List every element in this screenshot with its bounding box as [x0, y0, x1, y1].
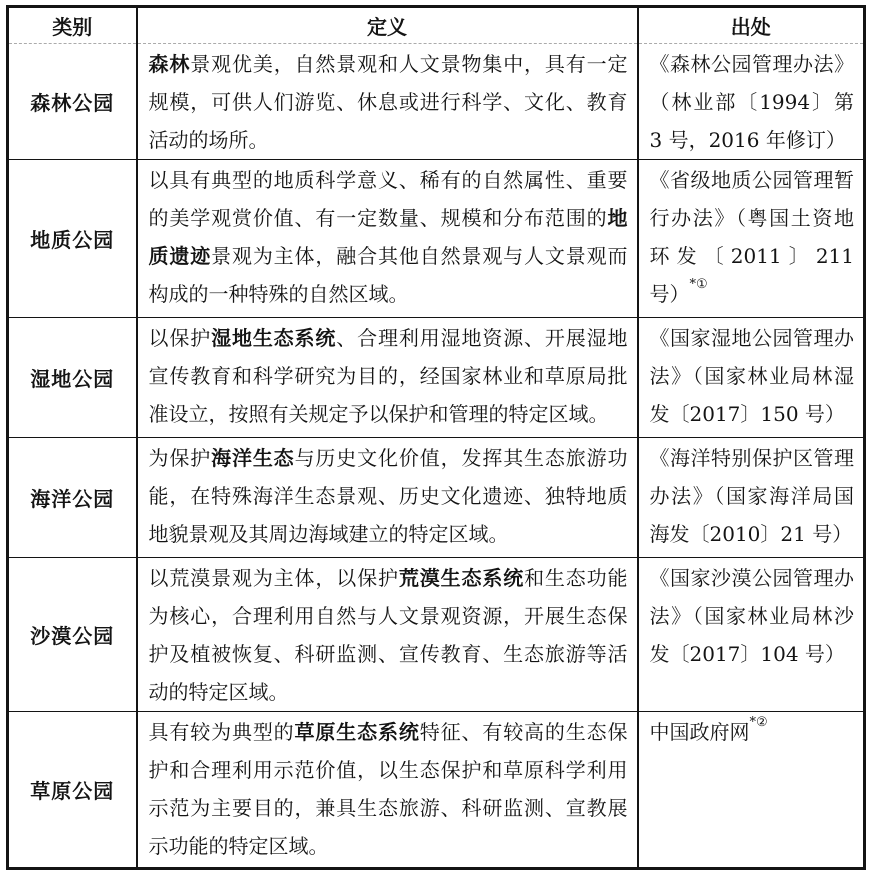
source-cell: 《森林公园管理办法》（林业部〔1994〕第 3 号，2016 年修订）	[638, 44, 865, 160]
table-header-row	[8, 7, 865, 44]
definition-cell: 森林景观优美，自然景观和人文景物集中，具有一定规模，可供人们游览、休息或进行科学、文化、教育活动的场所。	[137, 44, 638, 160]
category-cell: 海洋公园	[8, 438, 137, 558]
definition-cell: 具有较为典型的草原生态系统特征、有较高的生态保护和合理利用示范价值，以生态保护和草原科学利用示范为主要目的，兼具生态旅游、科研监测、宣教展示功能的特定区域。	[137, 712, 638, 869]
table-row	[8, 44, 865, 160]
table-body	[8, 44, 865, 869]
source-cell: 《国家沙漠公园管理办法》（国家林业局林沙发〔2017〕104 号）	[638, 558, 865, 712]
header-category: 类别	[8, 7, 137, 44]
definition-bold-term: 荒漠生态系统	[398, 566, 525, 590]
source-cell: 《国家湿地公园管理办法》（国家林业局林湿发〔2017〕150 号）	[638, 318, 865, 438]
category-cell: 湿地公园	[8, 318, 137, 438]
table-row	[8, 558, 865, 712]
category-cell: 草原公园	[8, 712, 137, 869]
definition-cell: 以荒漠景观为主体，以保护荒漠生态系统和生态功能为核心，合理利用自然与人文景观资源，开展生态保护及植被恢复、科研监测、宣传教育、生态旅游等活动的特定区域。	[137, 558, 638, 712]
header-source: 出处	[638, 7, 865, 44]
footnote-marker: *②	[749, 715, 768, 730]
table-row	[8, 712, 865, 869]
category-cell: 地质公园	[8, 160, 137, 318]
source-cell: 《省级地质公园管理暂行办法》（粤国土资地环发〔2011〕211 号）*①	[638, 160, 865, 318]
category-cell: 沙漠公园	[8, 558, 137, 712]
definition-bold-term: 草原生态系统	[294, 720, 420, 744]
header-definition: 定义	[137, 7, 638, 44]
source-cell: 中国政府网*②	[638, 712, 865, 869]
park-types-table	[6, 5, 866, 870]
definition-cell: 以保护湿地生态系统、合理利用湿地资源、开展湿地宣传教育和科学研究为目的，经国家林业和草原局批准设立，按照有关规定予以保护和管理的特定区域。	[137, 318, 638, 438]
definition-bold-term: 地质遗迹	[148, 206, 628, 268]
definition-cell: 为保护海洋生态与历史文化价值，发挥其生态旅游功能，在特殊海洋生态景观、历史文化遗迹、独特地质地貌景观及其周边海域建立的特定区域。	[137, 438, 638, 558]
source-cell: 《海洋特别保护区管理办法》（国家海洋局国海发〔2010〕21 号）	[638, 438, 865, 558]
table-row	[8, 160, 865, 318]
table-row	[8, 438, 865, 558]
footnote-marker: *①	[689, 277, 708, 292]
definition-bold-term: 森林	[148, 52, 191, 76]
definition-cell: 以具有典型的地质科学意义、稀有的自然属性、重要的美学观赏价值、有一定数量、规模和分布范围的地质遗迹景观为主体，融合其他自然景观与人文景观而构成的一种特殊的自然区域。	[137, 160, 638, 318]
table-row	[8, 318, 865, 438]
definition-bold-term: 海洋生态	[211, 446, 295, 470]
category-cell: 森林公园	[8, 44, 137, 160]
definition-bold-term: 湿地生态系统	[211, 326, 337, 350]
